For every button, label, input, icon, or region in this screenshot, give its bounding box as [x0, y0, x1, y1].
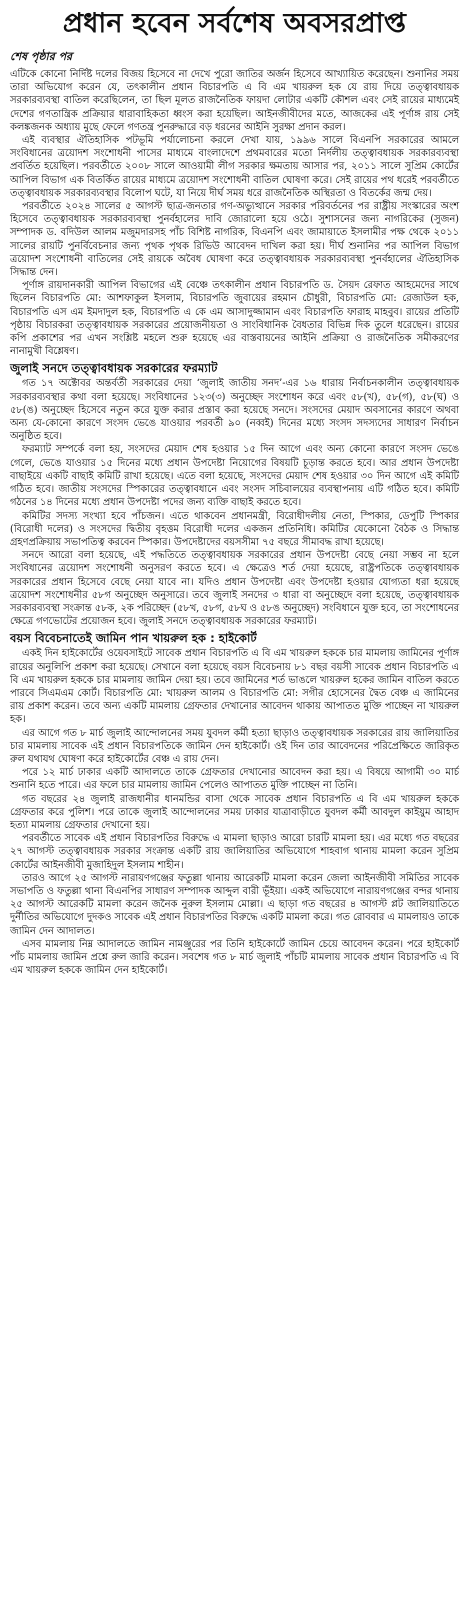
bail-section	[10, 631, 459, 977]
paragraph: পরবর্তীতে সাবেক এই প্রধান বিচারপতির বিরুদ্ধে এ মামলা ছাড়াও আরো চারটি মামলা হয়। এর মধ্যে গত বছরের ২৭ আগস্ট তত্ত্বাবধায়ক সরকার সংক্রান্ত একটি রায় জালিয়াতির অভিযোগে শাহবাগ থানায় মামলা করেন সুপ্রিম কোর্টের আইনজীবী মুজাহিদুল ইসলাম শাহীন।	[10, 833, 459, 871]
intro-section	[10, 68, 459, 358]
paragraph: এই ব্যবস্থার ঐতিহাসিক পটভূমি পর্যালোচনা করলে দেখা যায়, ১৯৯৬ সালে বিএনপি সরকারের আমলে সংবিধানের ত্রয়োদশ সংশোধনী পাসের মাধ্যমে বাংলাদেশে প্রথমবারের মতো নির্দলীয় তত্ত্বাবধায়ক সরকারব্যবস্থা প্রবর্তিত হয়েছিল। পরবর্তীতে ২০০৮ সালে আওয়ামী লীগ সরকার ক্ষমতায় আসার পর, ২০১১ সালে সুপ্রিম কোর্টের আপিল বিভাগ এক বিতর্কিত রায়ের মাধ্যমে ত্রয়োদশ সংশোধনী বাতিল ঘোষণা করে। সেই রায়ের পথ ধরেই পরবর্তীতে তত্ত্বাবধায়ক সরকারব্যবস্থার বিলোপ ঘটে, যা নিয়ে দীর্ঘ সময় ধরে রাজনৈতিক অস্থিরতা ও বিতর্কের জন্ম দেয়।	[10, 135, 459, 199]
paragraph: এর আগে গত ৮ মার্চ জুলাই আন্দোলনের সময় যুবদল কর্মী হত্যা ছাড়াও তত্ত্বাবধায়ক সরকারের রায় জালিয়াতির চার মামলায় সাবেক এই প্রধান বিচারপতিকে জামিন দেন হাইকোর্ট। ওই দিন তার আবেদনের পরিপ্রেক্ষিতে জারিকৃত রুল যথাযথ ঘোষণা করে হাইকোর্টের বেঞ্চ এ রায় দেন।	[10, 727, 459, 765]
paragraph: এসব মামলায় নিম্ন আদালতে জামিন নামঞ্জুরের পর তিনি হাইকোর্টে জামিন চেয়ে আবেদন করেন। পরে হাইকোর্ট পাঁচ মামলায় জামিন প্রশ্নে রুল জারি করেন। সবশেষ গত ৮ মার্চ জুলাই পাঁচটি মামলায় সাবেক প্রধান বিচারপতি এ বি এম খায়রুল হককে জামিন দেন হাইকোর্ট।	[10, 938, 459, 977]
paragraph: কমিটির সদস্য সংখ্যা হবে পাঁচজন। এতে থাকবেন প্রধানমন্ত্রী, বিরোধীদলীয় নেতা, স্পিকার, ডেপুটি স্পিকার (বিরোধী দলের) ও সংসদের দ্বিতীয় বৃহত্তম বিরোধী দলের একজন প্রতিনিধি। কমিটির যেকোনো বৈঠক ও সিদ্ধান্ত গ্রহণপ্রক্রিয়ায় সভাপতিত্ব করবেন স্পিকার। উপদেষ্টাদের বয়সসীমা ৭৫ বছরে সীমাবদ্ধ রাখা হয়েছে।	[10, 510, 459, 548]
paragraph: এটিকে কোনো নির্দিষ্ট দলের বিজয় হিসেবে না দেখে পুরো জাতির অর্জন হিসেবে আখ্যায়িত করেছেন। শুনানির সময় তারা অভিযোগ করেন যে, তৎকালীন প্রধান বিচারপতি এ বি এম খায়রুল হক যে রায় দিয়ে তত্ত্বাবধায়ক সরকারব্যবস্থা বাতিল করেছিলেন, তা ছিল মূলত রাজনৈতিক ফায়দা লোটার একটি কৌশল এবং সেই রায়ের মাধ্যমেই দেশের গণতান্ত্রিক প্রক্রিয়ার ধারাবাহিকতা ধ্বংস করা হয়েছিল। আইনজীবীদের মতে, আজকের এই পূর্ণাঙ্গ রায় সেই কলঙ্কজনক অধ্যায় মুছে ফেলে গণতন্ত্র পুনরুদ্ধারে বড় ধরনের আইনি সুরক্ষা প্রদান করল।	[10, 69, 459, 133]
section-heading: জুলাই সনদে তত্ত্বাবধায়ক সরকারের ফরম্যাট	[10, 361, 218, 376]
paragraph: পরবর্তীতে ২০২৪ সালের ৫ আগস্ট ছাত্র-জনতার গণ-অভ্যুত্থানে সরকার পরিবর্তনের পর রাষ্ট্রীয় সংস্কারের অংশ হিসেবে তত্ত্বাবধায়ক সরকারব্যবস্থা পুনর্বহালের দাবি জোরালো হয়ে ওঠে। সুশাসনের জন্য নাগরিকের (সুজন) সম্পাদক ড. বদিউল আলম মজুমদারসহ পাঁচ বিশিষ্ট নাগরিক, বিএনপি এবং জামায়াতে ইসলামীর পক্ষ থেকে ২০১১ সালের রায়টি পুনর্বিবেচনার জন্য পৃথক পৃথক রিভিউ আবেদন দাখিল করা হয়। দীর্ঘ শুনানির পর আপিল বিভাগ ত্রয়োদশ সংশোধনী বাতিলের সেই রায়কে অবৈধ ঘোষণা করে তত্ত্বাবধায়ক সরকারব্যবস্থা পুনর্বহালের ঐতিহাসিক সিদ্ধান্ত দেন।	[10, 201, 459, 279]
paragraph: ফরম্যাট সম্পর্কে বলা হয়, সংসদের মেয়াদ শেষ হওয়ার ১৫ দিন আগে এবং অন্য কোনো কারণে সংসদ ভেঙে গেলে, ভেঙে যাওয়ার ১৫ দিনের মধ্যে প্রধান উপদেষ্টা নিয়োগের বিষয়টি চূড়ান্ত করতে হবে। আর প্রধান উপদেষ্টা বাছাইয়ে একটি বাছাই কমিটি রাখা হয়েছে। এতে বলা হয়েছে, সংসদের মেয়াদ শেষ হওয়ার ৩০ দিন আগে এই কমিটি গঠিত হবে। জাতীয় সংসদের স্পিকারের তত্ত্বাবধানে এবং সংসদ সচিবালয়ের ব্যবস্থাপনায় এটি গঠিত হবে। কমিটি গঠনের ১৪ দিনের মধ্যে প্রধান উপদেষ্টা পদের জন্য ব্যক্তি বাছাই করতে হবে।	[10, 444, 459, 509]
paragraph: তারও আগে ২৫ আগস্ট নারায়ণগঞ্জের ফতুল্লা থানায় আরেকটি মামলা করেন জেলা আইনজীবী সমিতির সাবেক সভাপতি ও ফতুল্লা থানা বিএনপির সাধারণ সম্পাদক আব্দুল বারী ভূঁইয়া। একই অভিযোগে নারায়ণগঞ্জের বন্দর থানায় ২৫ আগস্ট আরেকটি মামলা করেন জনৈক নুরুল ইসলাম মোল্লা। এ ছাড়া গত বছরের ৪ আগস্ট প্লট জালিয়াতিতে দুর্নীতির অভিযোগে দুদকও সাবেক এই প্রধান বিচারপতির বিরুদ্ধে একটি মামলা করে। গত রোববার এ মামলায়ও তাকে জামিন দেন আদালত।	[10, 872, 459, 937]
paragraph: একই দিন হাইকোর্টের ওয়েবসাইটে সাবেক প্রধান বিচারপতি এ বি এম খায়রুল হককে চার মামলায় জামিনের পূর্ণাঙ্গ রায়ের অনুলিপি প্রকাশ করা হয়েছে। সেখানে বলা হয়েছে বয়স বিবেচনায় ৮১ বছর বয়সী সাবেক প্রধান বিচারপতি এ বি এম খায়রুল হককে চার মামলায় জামিন দেয়া হয়। তবে জামিনের শর্ত ভাঙলে খায়রুল হকের জামিন বাতিল করতে পারবে সিএমএম কোর্ট। বিচারপতি মো: খায়রুল আলম ও বিচারপতি মো: সগীর হোসেনের দ্বৈত বেঞ্চ এ জামিনের রায় প্রকাশ করেন। তবে অন্য একটি মামলায় গ্রেফতার দেখানোর আবেদন থাকায় আপাতত মুক্তি পাচ্ছেন না খায়রুল হক।	[10, 648, 459, 726]
headline: প্রধান হবেন সর্বশেষ অবসরপ্রাপ্ত	[62, 8, 407, 39]
continuation-note: শেষ পৃষ্ঠার পর	[10, 50, 73, 63]
paragraph: গত ১৭ অক্টোবর অন্তর্বর্তী সরকারের দেয়া ‘জুলাই জাতীয় সনদ’-এর ১৬ ধারায় নির্বাচনকালীন তত্ত্বাবধায়ক সরকারব্যবস্থার কথা বলা হয়েছে। সংবিধানের ১২৩(৩) অনুচ্ছেদ সংশোধন করে এবং ৫৮(খ), ৫৮(গ), ৫৮(ঘ) ও ৫৮(ঙ) অনুচ্ছেদ হিসেবে নতুন করে যুক্ত করার প্রস্তাব করা হয়েছে সনদে। সংসদের মেয়াদ অবসানের কারণে অথবা অন্য যে-কোনো কারণে সংসদ ভেঙে যাওয়ার পরবর্তী ৯০ (নব্বই) দিনের মধ্যে সংসদ সদস্যদের সাধারণ নির্বাচন অনুষ্ঠিত হবে।	[10, 378, 459, 443]
paragraph: পরে ১২ মার্চ ঢাকার একটি আদালতে তাকে গ্রেফতার দেখানোর আবেদন করা হয়। এ বিষয়ে আগামী ৩০ মার্চ শুনানি হতে পারে। এর ফলে চার মামলায় জামিন পেলেও আপাতত মুক্তি পাচ্ছেন না তিনি।	[10, 767, 459, 792]
july-charter-section	[10, 361, 459, 628]
paragraph: গত বছরের ২৪ জুলাই রাজধানীর ধানমন্ডির বাসা থেকে সাবেক প্রধান বিচারপতি এ বি এম খায়রুল হককে গ্রেফতার করে পুলিশ। পরে তাকে জুলাই আন্দোলনের সময় ঢাকার যাত্রাবাড়ীতে যুবদল কর্মী আবদুল কাইয়ুম আহাদ হত্যা মামলায় গ্রেফতার দেখানো হয়।	[10, 793, 459, 831]
paragraph: পূর্ণাঙ্গ রায়দানকারী আপিল বিভাগের এই বেঞ্চে তৎকালীন প্রধান বিচারপতি ড. সৈয়দ রেফাত আহমেদের সাথে ছিলেন বিচারপতি মো: আশফাকুল ইসলাম, বিচারপতি জুবায়ের রহমান চৌধুরী, বিচারপতি মো: রেজাউল হক, বিচারপতি এস এম ইমদাদুল হক, বিচারপতি এ কে এম আসাদুজ্জামান এবং বিচারপতি ফারাহ মাহবুব। রায়ের প্রতিটি পৃষ্ঠায় বিচারকরা তত্ত্বাবধায়ক সরকারের প্রয়োজনীয়তা ও সাংবিধানিক বৈধতার বিভিন্ন দিক তুলে ধরেছেন। রায়ের কপি প্রকাশের পর এখন সংশ্লিষ্ট মহলে শুরু হয়েছে এর বাস্তবায়নের আইনি প্রক্রিয়া ও রাজনৈতিক সমীকরণের নানামুখী বিশ্লেষণ।	[10, 280, 459, 358]
section-heading: বয়স বিবেচনাতেই জামিন পান খায়রুল হক : হাইকোর্ট	[10, 631, 257, 646]
paragraph: সনদে আরো বলা হয়েছে, এই পদ্ধতিতে তত্ত্বাবধায়ক সরকারের প্রধান উপদেষ্টা বেছে নেয়া সম্ভব না হলে সংবিধানের ত্রয়োদশ সংশোধনী অনুসরণ করতে হবে। এ ক্ষেত্রেও শর্ত দেয়া হয়েছে, রাষ্ট্রপতিকে তত্ত্বাবধায়ক সরকারের প্রধান হিসেবে বেছে নেয়া যাবে না। যদিও প্রধান উপদেষ্টা এবং উপদেষ্টা হওয়ার যোগ্যতা ধরা হয়েছে ত্রয়োদশ সংশোধনীর ৫৮গ অনুচ্ছেদ অনুসারে। তবে জুলাই সনদের ৩ ধারা বা অনুচ্ছেদে বলা হয়েছে, তত্ত্বাবধায়ক সরকারব্যবস্থা সংক্রান্ত ৫৮ক, ২ক পরিচ্ছেদ (৫৮খ, ৫৮গ, ৫৮ঘ ও ৫৮ঙ অনুচ্ছেদ) সংবিধানে যুক্ত হবে, তা সংশোধনের ক্ষেত্রে গণভোটের প্রয়োজন হবে। জুলাই সনদে তত্ত্বাবধায়ক সরকারের ফরম্যাট।	[10, 550, 460, 628]
